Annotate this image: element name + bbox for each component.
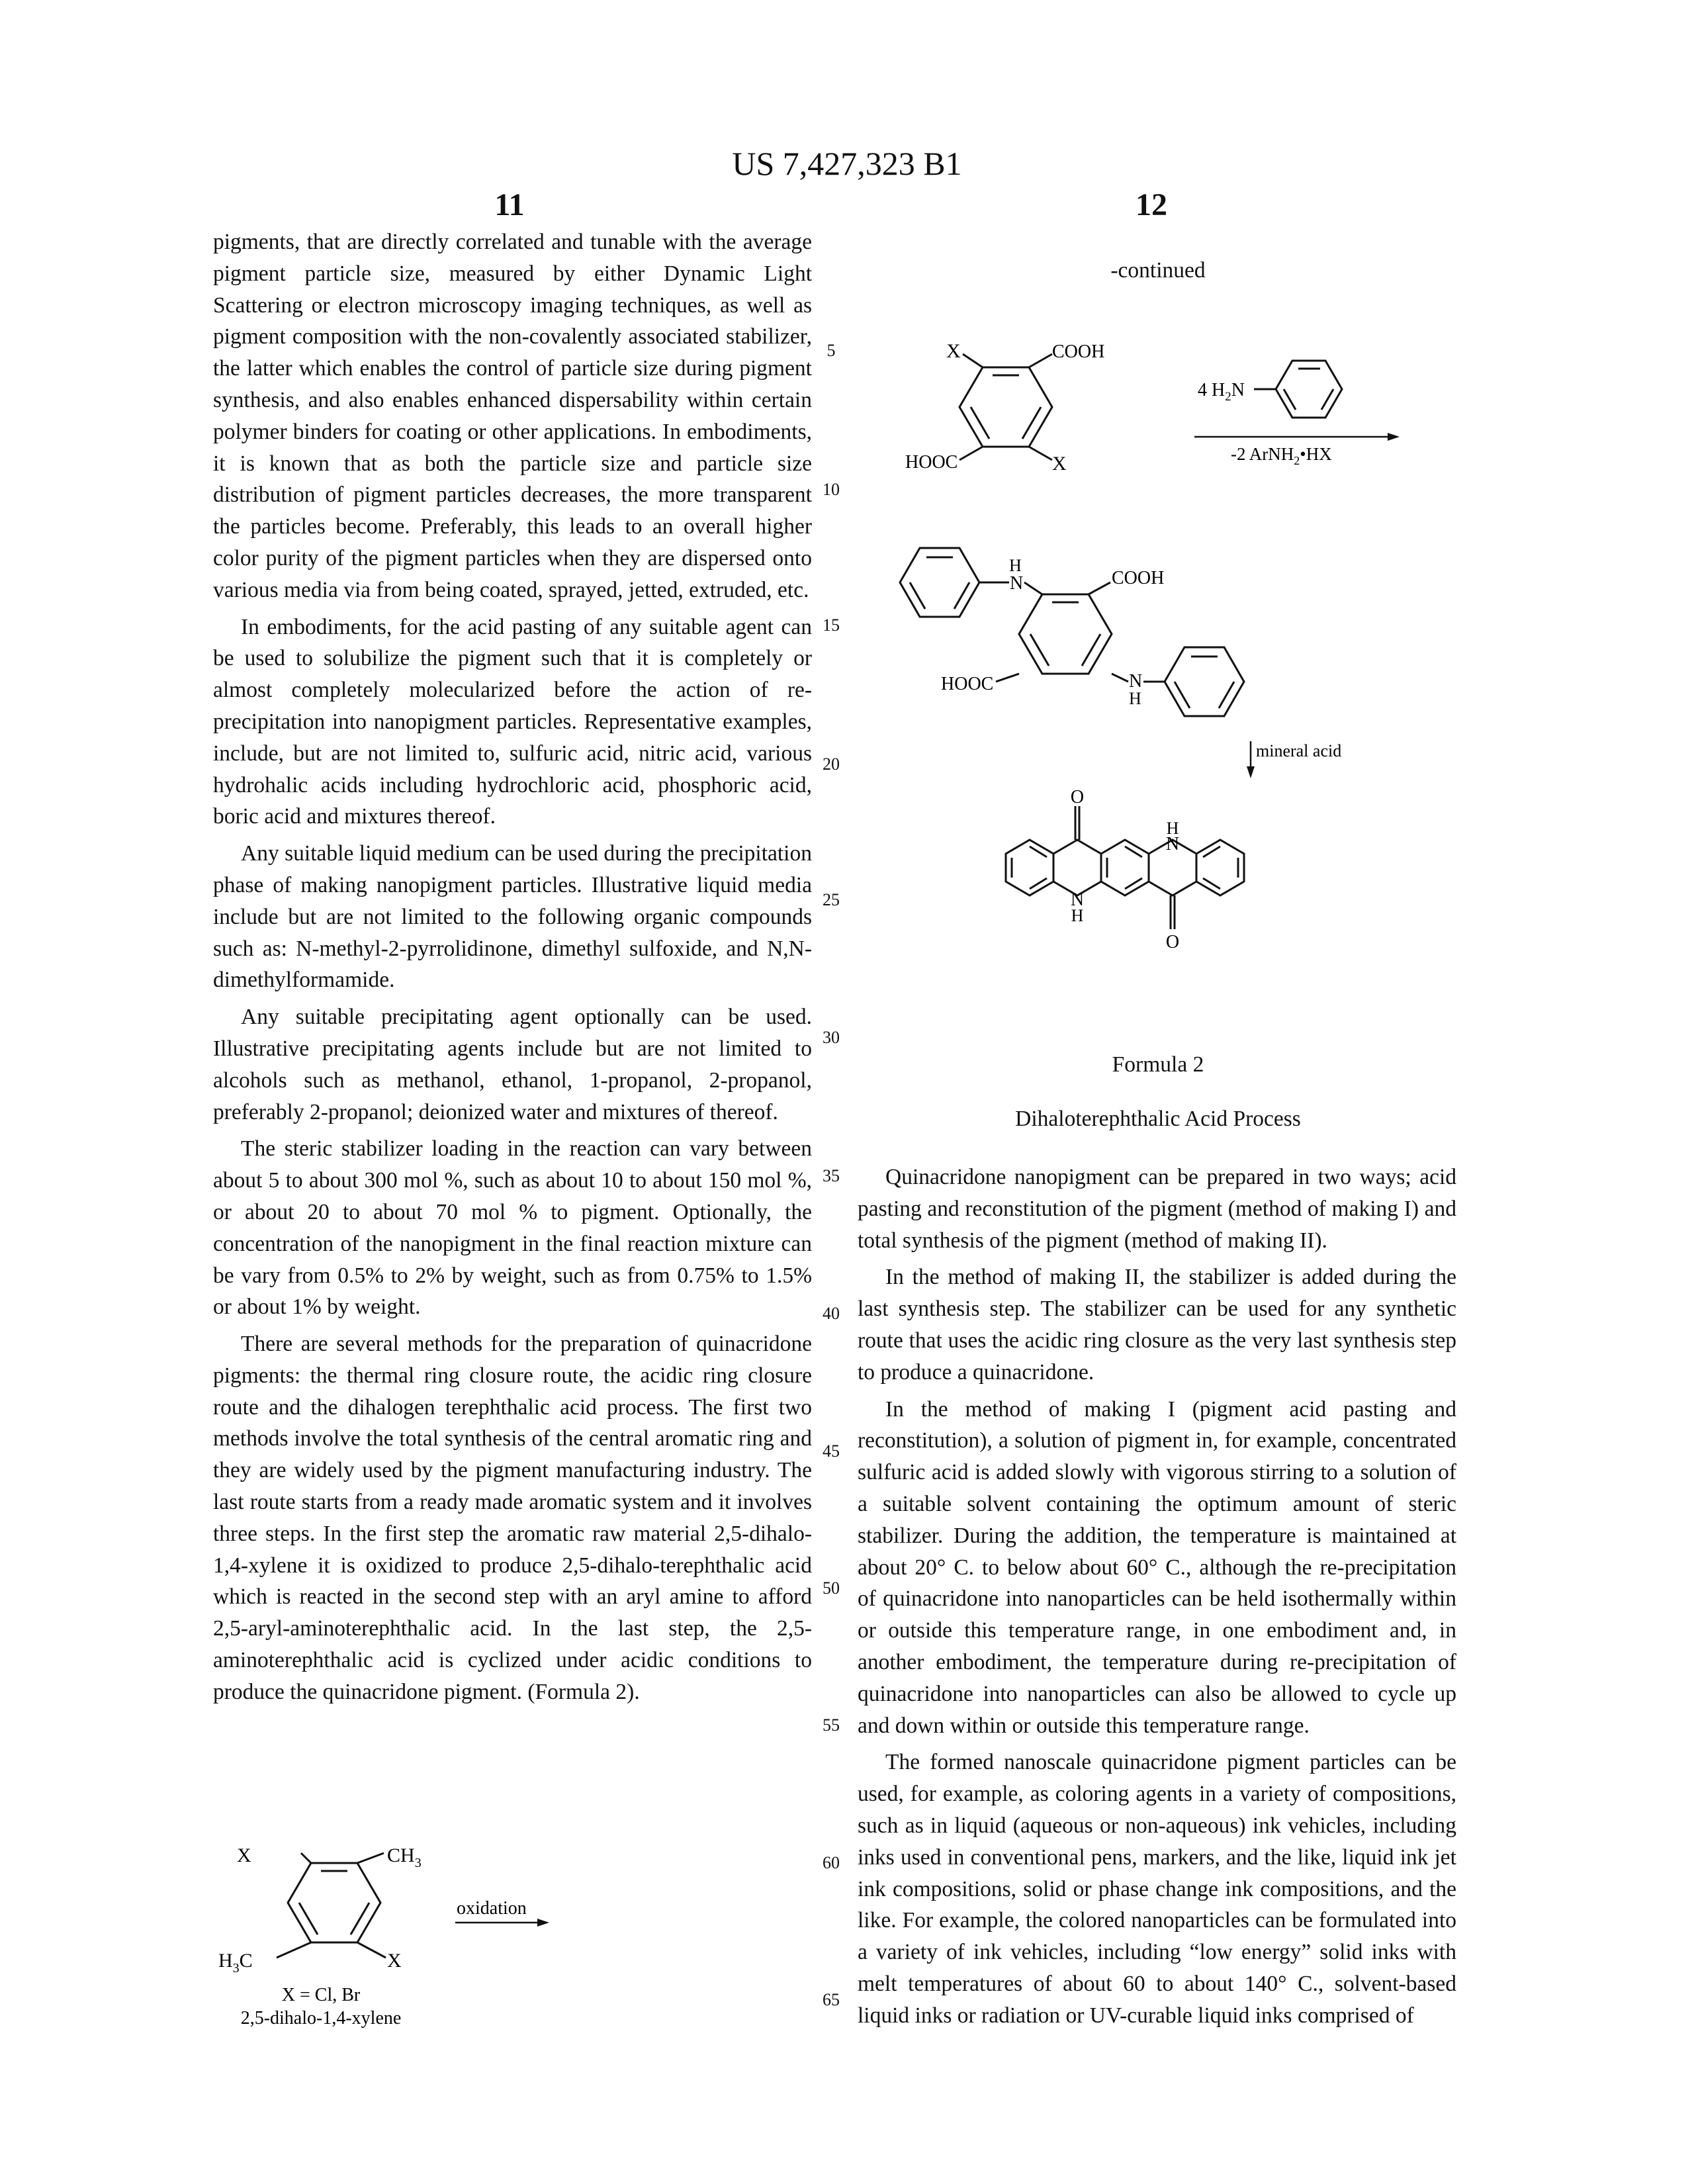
continued-label: -continued — [860, 258, 1456, 283]
amine-acid-hooc: HOOC — [941, 674, 993, 694]
left-paragraph-5: The steric stabilizer loading in the reaction can vary between about 5 to about 300 mol %, such as about 10 to about 150 mol %, or about 20 to about 70 mol % to pigment. Optionally, the concentration of the nanopigment in the final reaction mixture can be vary from 0.5% to 2% by weight, such as from 0.75% to 1.5% or about 1% by weight. — [213, 1133, 812, 1323]
line-number: 40 — [818, 1304, 844, 1324]
byproduct-label: -2 ArNH2•HX — [1231, 444, 1332, 467]
left-paragraph-4: Any suitable precipitating agent optionally can be used. Illustrative precipitating agents include but are not limited to alcohols such as methanol, ethanol, 1-propanol, 2-propanol, preferably 2-propanol; deionized water and mixtures of thereof. — [213, 1001, 812, 1128]
line-number: 35 — [818, 1166, 844, 1186]
line-number: 55 — [818, 1715, 844, 1735]
acid-hooc: HOOC — [905, 452, 958, 473]
line-number: 5 — [818, 341, 844, 361]
right-paragraph-3: In the method of making I (pigment acid pasting and reconstitution), a solution of pigment in, for example, concentrated sulfuric acid is added slowly with vigorous stirring to a solution of a suitable solvent containing the optimum amount of steric stabilizer. During the addition, the temperature is maintained at about 20° C. to below about 60° C., although the re-precipitation of quinacridone into nanoparticles can be held isothermally within or outside this temperature range, in one embodiment and, in another embodiment, the temperature during re-precipitation of quinacridone into nanoparticles can also be allowed to cycle up and down within or outside this temperature range. — [858, 1394, 1456, 1742]
xylene-ch3: CH3 — [387, 1844, 422, 1870]
acid-cooh: COOH — [1052, 341, 1104, 362]
right-paragraph-1: Quinacridone nanopigment can be prepared in two ways; acid pasting and reconstitution of the pigment (method of making I) and total synthesis of the pigment (method of making II). — [858, 1161, 1456, 1256]
page-number-left: 11 — [443, 187, 576, 223]
right-column — [858, 1161, 1456, 2037]
xylene-h3c: H3C — [218, 1950, 253, 1976]
left-paragraph-6: There are several methods for the preparation of quinacridone pigments: the thermal ring closure route, the acidic ring closure route and the dihalogen terephthalic acid process. The first two methods involve the total synthesis of the central aromatic ring and they are widely used by the pigment manufacturing industry. The last route starts from a ready made aromatic system and it involves three steps. In the first step the aromatic raw material 2,5-dihalo-1,4-xylene it is oxidized to produce 2,5-dihalo-terephthalic acid which is reacted in the second step with an aryl amine to afford 2,5-aryl-aminoterephthalic acid. In the last step, the 2,5-aminoterephthalic acid is cyclized under acidic conditions to produce the quinacridone pigment. (Formula 2). — [213, 1328, 812, 1708]
line-number: 15 — [818, 615, 844, 635]
right-paragraph-2: In the method of making II, the stabilizer is added during the last synthesis step. The stabilizer can be used for any synthetic route that uses the acidic ring closure as the very last synthesis step to produce a quinacridone. — [858, 1261, 1456, 1388]
formula-label: Formula 2 — [860, 1052, 1456, 1077]
mineral-acid-label: mineral acid — [1256, 741, 1341, 760]
quinacridone-n-bottom: N — [1071, 889, 1084, 910]
quinacridone-structure — [1006, 806, 1244, 929]
line-number: 50 — [818, 1578, 844, 1598]
process-label: Dihaloterephthalic Acid Process — [860, 1107, 1456, 1132]
terephthalic-acid-ring — [959, 354, 1052, 460]
aniline-ring — [1254, 361, 1342, 418]
left-column — [213, 226, 812, 1713]
acid-x-bottom: X — [1052, 453, 1067, 475]
oxidation-arrow — [455, 1919, 549, 1927]
aniline-reagent: 4 H2N — [1198, 380, 1245, 404]
line-number: 45 — [818, 1441, 844, 1461]
line-number: 20 — [818, 754, 844, 774]
amine-h-bottom: H — [1129, 689, 1141, 708]
left-paragraph-3: Any suitable liquid medium can be used during the precipitation phase of making nanopigment particles. Illustrative liquid media include but are not limited to the following organic compounds such as: N-methyl-2-pyrrolidinone, dimethyl sulfoxide, and N,N-dimethylformamide. — [213, 838, 812, 996]
amine-n-bottom: N — [1129, 671, 1142, 692]
left-paragraph-2: In embodiments, for the acid pasting of any suitable agent can be used to solubilize the pigment such that it is completely or almost completely molecularized before the action of re-precipitation into nanopigment particles. Representative examples, include, but are not limited to, sulfuric acid, nitric acid, various hydrohalic acids including hydrochloric acid, phosphoric acid, boric acid and mixtures thereof. — [213, 612, 812, 833]
xylene-x-top: X — [237, 1844, 251, 1866]
quinacridone-h-bottom: H — [1071, 906, 1084, 925]
page-number-right: 12 — [1085, 187, 1218, 223]
xylene-ring — [277, 1853, 386, 1958]
xylene-caption-name: 2,5-dihalo-1,4-xylene — [241, 2008, 402, 2028]
quinacridone-n-top: N — [1166, 834, 1179, 854]
patent-number: US 7,427,323 B1 — [0, 144, 1694, 183]
quinacridone-scheme — [860, 311, 1476, 1013]
line-number: 60 — [818, 1853, 844, 1873]
amine-h-top: H — [1009, 556, 1022, 575]
quinacridone-o-top: O — [1071, 787, 1084, 807]
left-paragraph-1: pigments, that are directly correlated and tunable with the average pigment particle size, measured by either Dynamic Light Scattering or electron microscopy imaging techniques, as well as pigment composition with the non-covalently associated stabilizer, the latter which enables the control of particle size during pigment synthesis, and also enables enhanced dispersability within certain polymer binders for coating or other applications. In embodiments, it is known that as both the particle size and particle size distribution of pigment particles decreases, the more transparent the particles become. Preferably, this leads to an overall higher color purity of the pigment particles when they are dispersed onto various media via from being coated, sprayed, jetted, extruded, etc. — [213, 226, 812, 606]
line-number: 30 — [818, 1028, 844, 1048]
xylene-caption-x: X = Cl, Br — [282, 1985, 361, 2005]
xylene-scheme — [199, 1840, 794, 2038]
amine-acid-cooh: COOH — [1112, 568, 1164, 588]
quinacridone-h-top: H — [1167, 819, 1179, 838]
oxidation-label: oxidation — [457, 1898, 527, 1919]
reaction-arrow-1 — [1194, 433, 1400, 441]
right-paragraph-4: The formed nanoscale quinacridone pigment particles can be used, for example, as coloring agents in a variety of compositions, such as in liquid (aqueous or non-aqueous) ink vehicles, including inks used in conventional pens, markers, and the like, liquid ink jet ink compositions, solid or phase change ink compositions, and the like. For example, the colored nanoparticles can be formulated into a variety of ink vehicles, including “low energy” solid inks with melt temperatures of about 60 to about 140° C., solvent-based liquid inks or radiation or UV-curable liquid inks comprised of — [858, 1747, 1456, 2031]
line-number: 25 — [818, 890, 844, 910]
quinacridone-o-bottom: O — [1166, 932, 1179, 952]
acid-x-top: X — [946, 340, 961, 362]
line-number: 65 — [818, 1990, 844, 2010]
line-number: 10 — [818, 480, 844, 500]
reaction-arrow-2 — [1247, 741, 1255, 778]
amine-n-top: N — [1010, 573, 1023, 594]
xylene-x-bottom: X — [387, 1950, 402, 1972]
